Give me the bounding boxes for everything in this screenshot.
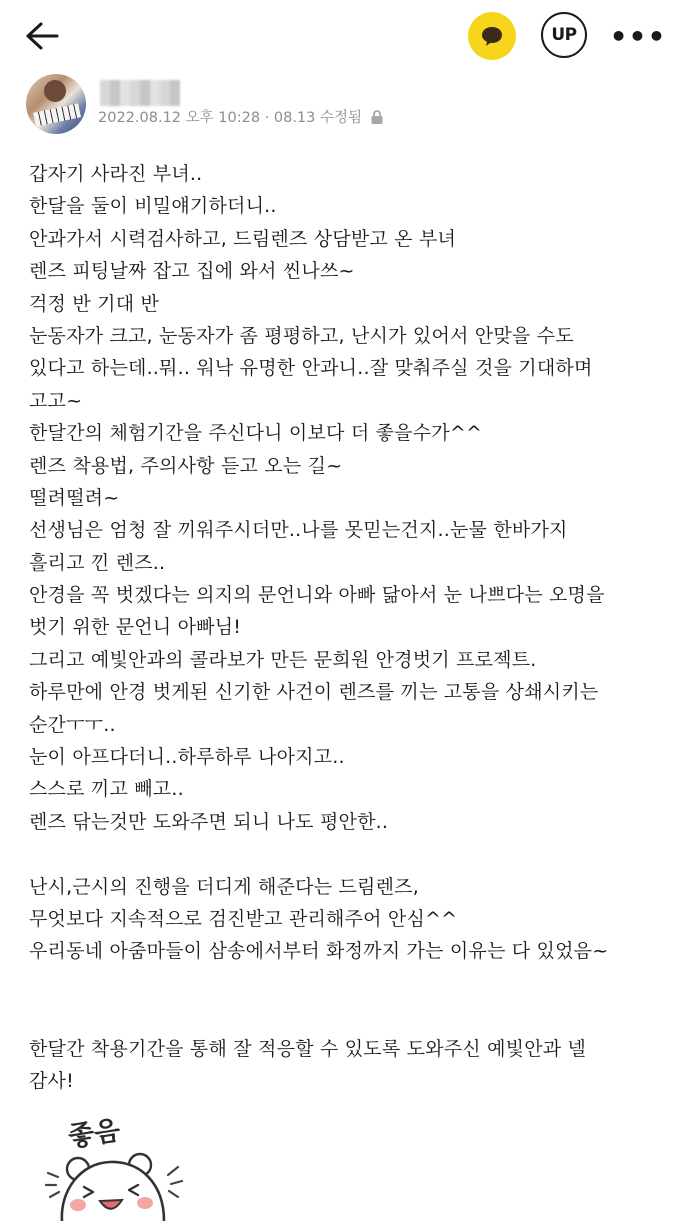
speech-bubble-icon: [480, 25, 504, 47]
kakao-story-button[interactable]: [468, 12, 516, 60]
post-text-line: 렌즈 착용법, 주의사항 듣고 오는 길~: [29, 454, 343, 477]
post-text-line: 순간ㅜㅜ..: [29, 713, 116, 736]
post-meta: [98, 106, 384, 127]
post-text-line: 벗기 위한 문언니 아빠님!: [29, 616, 242, 639]
post-blank-line: [29, 1000, 669, 1032]
post-text-line: 감사!: [29, 1069, 74, 1092]
sticker-text: 좋음: [66, 1114, 123, 1153]
post-text-line: 떨려떨려~: [29, 486, 120, 509]
bear-emoticon-icon: [40, 1105, 190, 1221]
post-author: [26, 74, 666, 138]
post-text-line: 무엇보다 지속적으로 검진받고 관리해주어 안심^^: [29, 907, 458, 930]
arrow-left-icon: [25, 21, 59, 51]
post-text-line: 한달간의 체험기간을 주신다니 이보다 더 좋을수가^^: [29, 422, 483, 445]
post-blank-line: [29, 838, 669, 870]
post-text-line: 고고~: [29, 389, 83, 412]
up-button[interactable]: UP: [541, 12, 587, 58]
post-text-line: 눈동자가 크고, 눈동자가 좀 평평하고, 난시가 있어서 안맞을 수도: [29, 324, 574, 347]
post-text-line: 그리고 예빛안과의 콜라보가 만든 문희원 안경벗기 프로젝트.: [29, 648, 537, 671]
post-text-line: 한달간 착용기간을 통해 잘 적응할 수 있도록 도와주신 예빛안과 넬: [29, 1037, 587, 1060]
lock-icon: [370, 109, 384, 125]
post-timestamp: 2022.08.12 오후 10:28 · 08.13 수정됨: [98, 110, 363, 126]
post-text-line: 있다고 하는데..뭐.. 워낙 유명한 안과니..잘 맞춰주실 것을 기대하며: [29, 357, 593, 380]
post-content: [29, 158, 669, 1097]
post-text-line: 갑자기 사라진 부녀..: [29, 163, 203, 185]
post-text-line: 우리동네 아줌마들이 삼송에서부터 화정까지 가는 이유는 다 있었음~: [29, 940, 609, 963]
post-blank-line: [29, 968, 669, 1000]
post-text-line: 렌즈 닦는것만 도와주면 되니 나도 평안한..: [29, 810, 389, 833]
post-text-line: 눈이 아프다더니..하루하루 나아지고..: [29, 746, 345, 769]
post-text-line: 렌즈 피팅날짜 잡고 집에 와서 씬나쓰~: [29, 260, 355, 283]
sticker: [40, 1105, 190, 1221]
post-text-line: 하루만에 안경 벗게된 신기한 사건이 렌즈를 끼는 고통을 상쇄시키는: [29, 681, 599, 704]
top-bar: [0, 0, 682, 72]
post-text-line: 난시,근시의 진행을 더디게 해준다는 드림렌즈,: [29, 875, 419, 898]
author-name-blurred[interactable]: [100, 80, 180, 106]
post-text-line: 안과가서 시력검사하고, 드림렌즈 상담받고 온 부녀: [29, 227, 457, 250]
post-text-line: 선생님은 엄청 잘 끼워주시더만..나를 못믿는건지..눈물 한바가지: [29, 519, 568, 542]
post-text-line: 흘리고 낀 렌즈..: [29, 551, 166, 574]
post-text-line: 걱정 반 기대 반: [29, 292, 160, 315]
post-text-line: 스스로 끼고 빼고..: [29, 778, 184, 801]
more-options-button[interactable]: •••: [609, 19, 667, 53]
post-text-line: 안경을 꼭 벗겠다는 의지의 문언니와 아빠 닮아서 눈 나쁘다는 오명을: [29, 584, 605, 607]
avatar[interactable]: [26, 74, 86, 134]
post-text-line: 한달을 둘이 비밀얘기하더니..: [29, 195, 277, 218]
back-button[interactable]: [22, 16, 62, 56]
